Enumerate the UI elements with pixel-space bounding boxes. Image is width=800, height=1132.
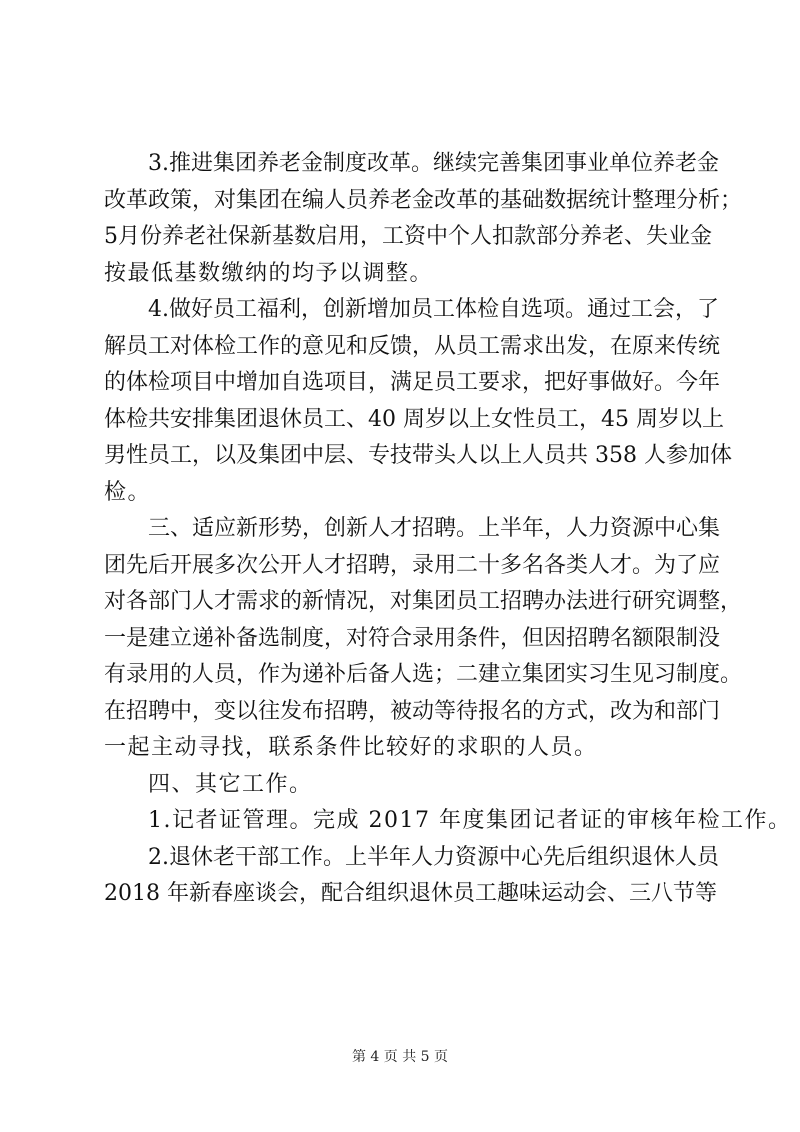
text-line: 体检共安排集团退休员工、40 周岁以上女性员工，45 周岁以上 — [104, 406, 724, 432]
text-line: 按最低基数缴纳的均予以调整。 — [104, 260, 434, 286]
text-line: 三、适应新形势，创新人才招聘。上半年，人力资源中心集 — [148, 516, 721, 541]
text-line: 4.做好员工福利，创新增加员工体检自选项。通过工会，了 — [148, 297, 719, 322]
text-line: 检。 — [104, 479, 152, 505]
text-line: 团先后开展多次公开人才招聘，录用二十多名各类人才。为了应 — [104, 552, 721, 578]
text-line: 5月份养老社保新基数启用，工资中个人扣款部分养老、失业金 — [104, 224, 712, 249]
text-line: 2.退休老干部工作。上半年人力资源中心先后组织退休人员 — [148, 844, 719, 870]
text-line: 解员工对体检工作的意见和反馈，从员工需求出发，在原来传统 — [104, 333, 721, 359]
text-line: 的体检项目中增加自选项目，满足员工要求，把好事做好。今年 — [104, 370, 721, 395]
text-line: 2018 年新春座谈会，配合组织退休员工趣味运动会、三八节等 — [104, 881, 717, 906]
page-number-footer: 第 4 页 共 5 页 — [351, 1049, 449, 1065]
text-line: 3.推进集团养老金制度改革。继续完善集团事业单位养老金 — [148, 151, 719, 176]
text-line: 四、其它工作。 — [148, 771, 313, 797]
text-line: 男性员工，以及集团中层、专技带头人以上人员共 358 人参加体 — [104, 443, 732, 468]
text-line: 在招聘中，变以往发布招聘，被动等待报名的方式，改为和部门 — [104, 698, 721, 724]
document-body — [104, 146, 792, 913]
text-line: 有录用的人员，作为递补后备人选；二建立集团实习生见习制度。 — [104, 662, 743, 687]
text-line: 一是建立递补备选制度，对符合录用条件，但因招聘名额限制没 — [104, 625, 721, 651]
text-line: 对各部门人才需求的新情况，对集团员工招聘办法进行研究调整， — [104, 589, 743, 614]
text-line: 一起主动寻找，联系条件比较好的求职的人员。 — [104, 735, 598, 760]
text-line: 改革政策，对集团在编人员养老金改革的基础数据统计整理分析； — [104, 187, 743, 213]
text-line: 1.记者证管理。完成 2017 年度集团记者证的审核年检工作。 — [148, 808, 792, 833]
